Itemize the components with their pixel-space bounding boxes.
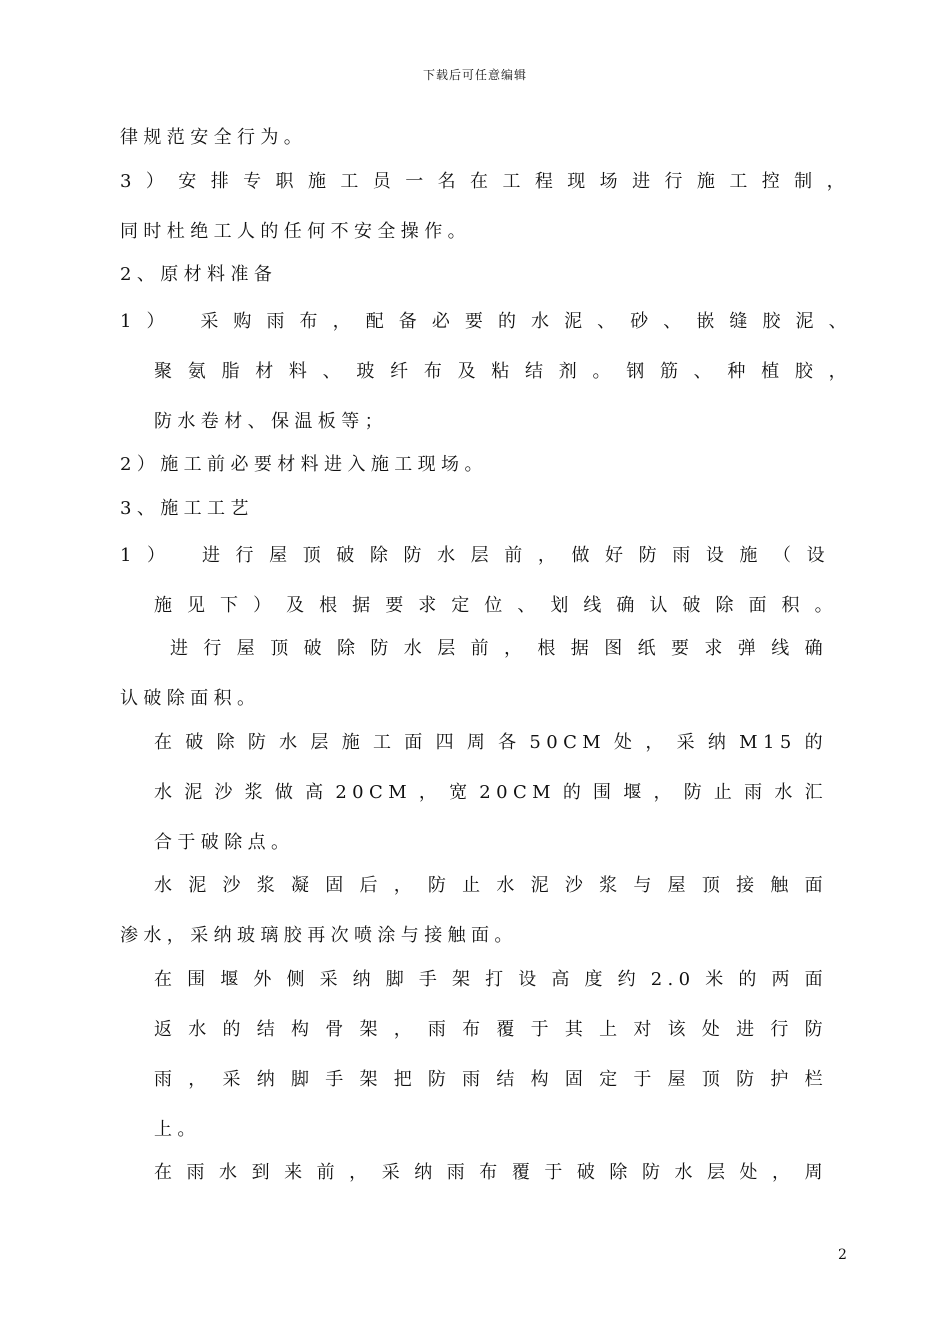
text-line: 认破除面积。 — [120, 688, 261, 709]
text-line: 1） 采购雨布，配备必要的水泥、砂、嵌缝胶泥、 — [120, 311, 852, 332]
page-header: 下载后可任意编辑 — [422, 68, 527, 82]
text-line: 合于破除点。 — [154, 832, 295, 853]
text-line: 在围堰外侧采纳脚手架打设高度约2.0米的两面 — [154, 969, 828, 990]
section-heading: 2、原材料准备 — [120, 264, 278, 285]
text-line: 律规范安全行为。 — [120, 127, 308, 148]
text-line: 返水的结构骨架，雨布覆于其上对该处进行防 — [154, 1019, 828, 1040]
text-line: 水泥沙浆凝固后，防止水泥沙浆与屋顶接触面 — [154, 875, 828, 896]
text-line: 渗水，采纳玻璃胶再次喷涂与接触面。 — [120, 925, 518, 946]
text-line: 同时杜绝工人的任何不安全操作。 — [120, 221, 471, 242]
text-line: 聚氨脂材料、玻纤布及粘结剂。钢筋、种植胶， — [154, 361, 852, 382]
text-line: 水泥沙浆做高20CM，宽20CM的围堰，防止雨水汇 — [154, 782, 828, 803]
section-heading: 3、施工工艺 — [120, 498, 254, 519]
text-line: 防水卷材、保温板等； — [154, 411, 388, 432]
text-line: 1） 进行屋顶破除防水层前，做好防雨设施（设 — [120, 545, 830, 566]
page-number: 2 — [838, 1247, 847, 1263]
text-line: 施见下）及根据要求定位、划线确认破除面积。 — [154, 595, 838, 616]
text-line: 在雨水到来前，采纳雨布覆于破除防水层处，周 — [154, 1162, 828, 1183]
text-line: 进行屋顶破除防水层前，根据图纸要求弹线确 — [170, 638, 828, 659]
text-line: 3）安排专职施工员一名在工程现场进行施工控制， — [120, 171, 850, 192]
text-line: 在破除防水层施工面四周各50CM处，采纳M15的 — [154, 732, 828, 753]
text-line: 2）施工前必要材料进入施工现场。 — [120, 454, 488, 475]
text-line: 上。 — [154, 1119, 201, 1140]
text-line: 雨，采纳脚手架把防雨结构固定于屋顶防护栏 — [154, 1069, 828, 1090]
